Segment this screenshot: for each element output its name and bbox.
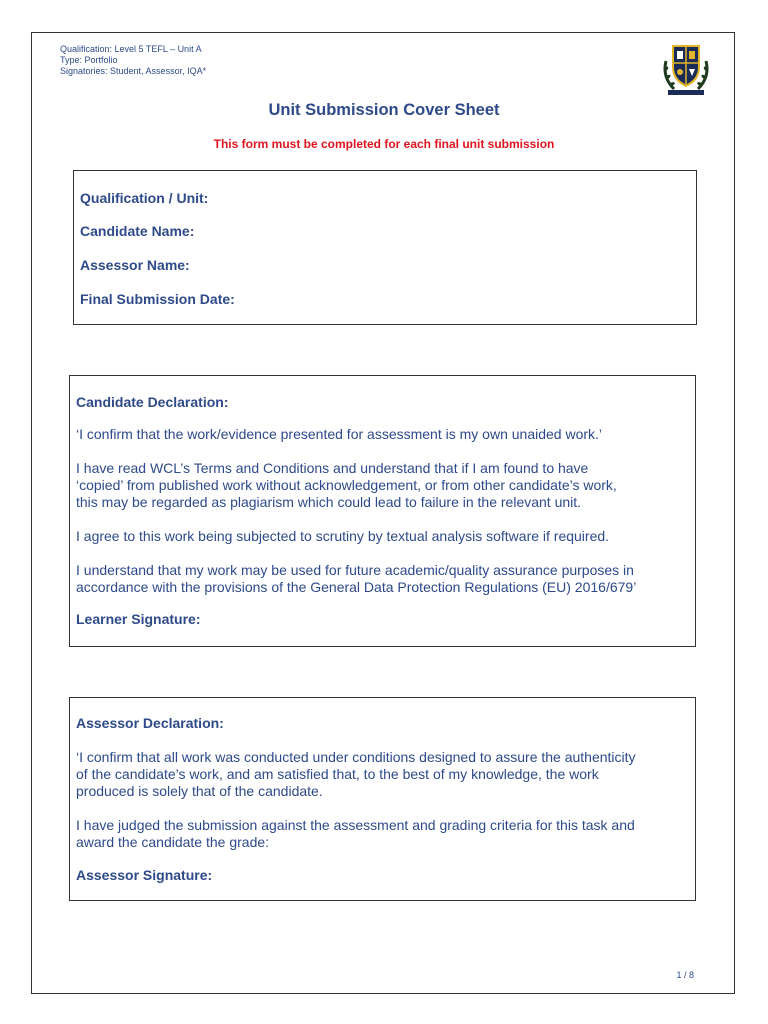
meta-qualification: Qualification: Level 5 TEFL – Unit A	[60, 44, 202, 54]
learner-signature-field: Learner Signature:	[76, 611, 201, 627]
candidate-declaration-confirm: ‘I confirm that the work/evidence presented for assessment is my own unaided work.’	[76, 426, 603, 442]
candidate-declaration-gdpr: I understand that my work may be used for future academic/quality assurance purposes in accordance with the provisions of the General Data Protection Regulations (EU) 2016/679’	[76, 562, 637, 595]
qualification-unit-field: Qualification / Unit:	[80, 190, 209, 206]
document-page	[31, 32, 735, 994]
document-meta	[60, 44, 206, 77]
assessor-signature-field: Assessor Signature:	[76, 867, 213, 883]
page-number: 1 / 8	[676, 970, 694, 980]
assessor-declaration-authenticity: ‘I confirm that all work was conducted under conditions designed to assure the authenticity of the candidate’s work, and am satisfied that, to the best of my knowledge, the work produced is solely that of the candidate.	[76, 749, 636, 799]
candidate-name-field: Candidate Name:	[80, 223, 195, 239]
page-title: Unit Submission Cover Sheet	[268, 101, 500, 119]
college-crest-icon	[660, 39, 712, 99]
assessor-declaration-heading: Assessor Declaration:	[76, 715, 224, 731]
completion-notice: This form must be completed for each final unit submission	[213, 137, 555, 151]
meta-signatories: Signatories: Student, Assessor, IQA*	[60, 66, 207, 76]
candidate-declaration-heading: Candidate Declaration:	[76, 394, 229, 410]
final-submission-date-field: Final Submission Date:	[80, 291, 235, 307]
assessor-name-field: Assessor Name:	[80, 257, 190, 273]
candidate-declaration-plagiarism: I have read WCL’s Terms and Conditions and understand that if I am found to have ‘copied’ from published work without acknowledgement, or from other candidate’s work, this may be regarded as plagiarism which could lead to failure in the relevant unit.	[76, 460, 617, 510]
assessor-declaration-grading: I have judged the submission against the assessment and grading criteria for this task and award the candidate the grade:	[76, 817, 635, 850]
meta-type: Type: Portfolio	[60, 55, 118, 65]
submission-details-box	[73, 170, 697, 325]
candidate-declaration-scrutiny: I agree to this work being subjected to scrutiny by textual analysis software if required.	[76, 528, 610, 544]
assessor-declaration-box	[69, 697, 696, 901]
candidate-declaration-box	[69, 375, 696, 647]
